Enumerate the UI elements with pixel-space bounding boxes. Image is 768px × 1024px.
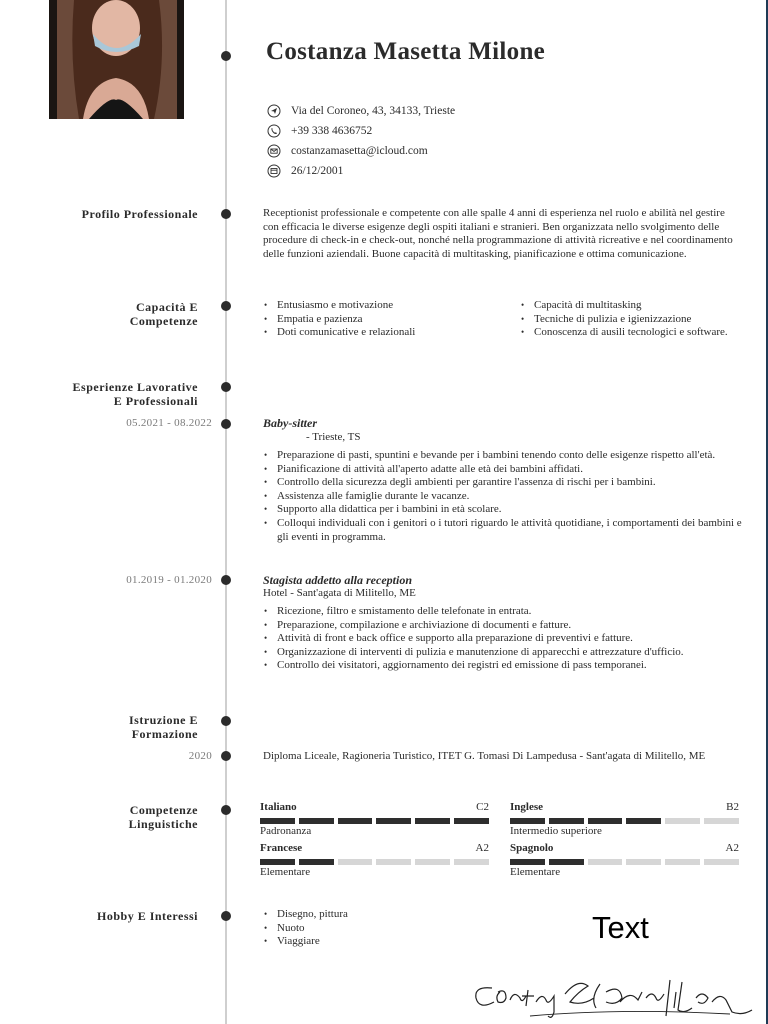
timeline-dot-languages: [221, 805, 231, 815]
language-level-bars: [260, 859, 489, 865]
language-name: Italiano: [260, 801, 297, 813]
level-bar-segment: [299, 859, 334, 865]
level-bar-segment: [510, 859, 545, 865]
list-item: • Nuoto: [263, 922, 463, 936]
list-item: • Viaggiare: [263, 935, 463, 949]
level-bar-segment: [415, 818, 450, 824]
timeline-dot-profile: [221, 209, 231, 219]
level-bar-segment: [510, 818, 545, 824]
list-item: • Colloqui individuali con i genitori o i tutori riguardo le attività quotidiane, i comportamenti dei bambini e gli eventi in programma.: [263, 517, 745, 544]
level-bar-segment: [376, 859, 411, 865]
level-bar-segment: [665, 818, 700, 824]
timeline-line: [225, 0, 227, 1024]
language-code: A2: [475, 842, 489, 854]
level-bar-segment: [626, 859, 661, 865]
profile-text: Receptionist professionale e competente con alle spalle 4 anni di esperienza nel ruolo e abilità nel gestire con efficacia le diverse esigenze degli ospiti italiani e stranieri. Ben organizzata nello svolgimento delle procedure di check-in e check-out, nonché nella programmazione di attività ricreative e nel coordinamento delle funzioni aziendali. Buone capacità di multitasking, pianificazione e ottima comunicazione.: [263, 207, 733, 260]
language-level-bars: [510, 859, 739, 865]
education-text: Diploma Liceale, Ragioneria Turistico, ITET G. Tomasi Di Lampedusa - Sant'agata di Militello, ME: [263, 750, 706, 762]
level-bar-segment: [260, 859, 295, 865]
email-text[interactable]: costanzamasetta@icloud.com: [291, 145, 428, 157]
birthdate-text: 26/12/2001: [291, 165, 344, 177]
list-item: • Doti comunicative e relazionali: [263, 326, 503, 340]
list-item: • Empatia e pazienza: [263, 313, 503, 327]
timeline-dot-job-2: [221, 575, 231, 585]
language-name: Francese: [260, 842, 303, 854]
list-item: • Supporto alla didattica per i bambini in età scolare.: [263, 503, 745, 517]
contact-email: [266, 143, 428, 159]
level-bar-segment: [588, 818, 623, 824]
list-item: • Conoscenza di ausili tecnologici e software.: [520, 326, 742, 340]
language-code: A2: [725, 842, 739, 854]
contact-birthdate: [266, 163, 343, 179]
phone-icon: [266, 123, 282, 139]
contact-phone: [266, 123, 372, 139]
calendar-icon: [266, 163, 282, 179]
level-bar-segment: [338, 859, 373, 865]
location-icon: [266, 103, 282, 119]
section-label-profile: Profilo Professionale: [81, 207, 198, 221]
level-bar-segment: [415, 859, 450, 865]
timeline-dot-job-1: [221, 419, 231, 429]
level-bar-segment: [260, 818, 295, 824]
section-label-skills: Capacità E Competenze: [129, 300, 198, 328]
job-2-tasks: [263, 605, 745, 673]
level-bar-segment: [549, 859, 584, 865]
list-item: • Disegno, pittura: [263, 908, 463, 922]
job-2-title: Stagista addetto alla reception: [263, 573, 412, 587]
address-text: Via del Coroneo, 43, 34133, Trieste: [291, 105, 456, 117]
language-spagnolo: [510, 842, 739, 878]
language-italiano: [260, 801, 489, 837]
language-level: Elementare: [260, 866, 311, 878]
job-1-dates: 05.2021 - 08.2022: [126, 417, 212, 429]
phone-text[interactable]: +39 338 4636752: [291, 125, 373, 137]
level-bar-segment: [704, 818, 739, 824]
language-level-bars: [260, 818, 489, 824]
language-level-bars: [510, 818, 739, 824]
level-bar-segment: [704, 859, 739, 865]
list-item: • Preparazione, compilazione e archiviazione di documenti e fatture.: [263, 619, 745, 633]
list-item: • Ricezione, filtro e smistamento delle telefonate in entrata.: [263, 605, 745, 619]
language-level: Elementare: [510, 866, 561, 878]
section-label-education: Istruzione E Formazione: [129, 713, 198, 741]
text-placeholder[interactable]: Text: [592, 910, 649, 945]
level-bar-segment: [665, 859, 700, 865]
section-label-hobbies: Hobby E Interessi: [97, 909, 198, 923]
list-item: • Assistenza alle famiglie durante le vacanze.: [263, 490, 745, 504]
job-2-dates: 01.2019 - 01.2020: [126, 574, 212, 586]
list-item: • Controllo dei visitatori, aggiornamento dei registri ed emissione di pass temporanei.: [263, 659, 745, 673]
language-level: Intermedio superiore: [510, 825, 602, 837]
list-item: • Organizzazione di interventi di pulizia e manutenzione di apparecchi e attrezzature d'ufficio.: [263, 646, 745, 660]
list-item: • Tecniche di pulizia e igienizzazione: [520, 313, 742, 327]
job-1-tasks: [263, 449, 745, 544]
level-bar-segment: [549, 818, 584, 824]
level-bar-segment: [338, 818, 373, 824]
timeline-dot-skills: [221, 301, 231, 311]
level-bar-segment: [299, 818, 334, 824]
skills-list-left: [263, 299, 503, 340]
level-bar-segment: [588, 859, 623, 865]
level-bar-segment: [626, 818, 661, 824]
education-year: 2020: [188, 750, 212, 762]
list-item: • Controllo della sicurezza degli ambienti per garantire l'assenza di rischi per i bambini.: [263, 476, 745, 490]
list-item: • Attività di front e back office e supporto alla preparazione di preventivi e fatture.: [263, 632, 745, 646]
language-name: Spagnolo: [510, 842, 554, 854]
language-code: C2: [476, 801, 489, 813]
level-bar-segment: [376, 818, 411, 824]
candidate-name: Costanza Masetta Milone: [266, 38, 546, 65]
timeline-dot-experience: [221, 382, 231, 392]
timeline-dot-hobbies: [221, 911, 231, 921]
section-label-experience: Esperienze Lavorative E Professionali: [72, 380, 198, 408]
job-1-title: Baby-sitter: [263, 416, 317, 430]
timeline-dot-education: [221, 716, 231, 726]
language-inglese: [510, 801, 739, 837]
profile-photo: [49, 0, 184, 119]
job-2-place: Hotel - Sant'agata di Militello, ME: [263, 587, 416, 599]
hobbies-list: [263, 908, 463, 949]
skills-list-right: [520, 299, 742, 340]
contact-address: [266, 103, 455, 119]
section-label-languages: Competenze Linguistiche: [128, 803, 198, 831]
language-level: Padronanza: [260, 825, 312, 837]
level-bar-segment: [454, 859, 489, 865]
timeline-dot-header: [221, 51, 231, 61]
language-name: Inglese: [510, 801, 543, 813]
handwritten-signature: [470, 972, 760, 1024]
language-code: B2: [726, 801, 739, 813]
job-1-place: - Trieste, TS: [306, 431, 361, 443]
list-item: • Preparazione di pasti, spuntini e bevande per i bambini tenendo conto delle esigenze rispetto all'età.: [263, 449, 745, 463]
level-bar-segment: [454, 818, 489, 824]
list-item: • Pianificazione di attività all'aperto adatte alle età dei bambini affidati.: [263, 463, 745, 477]
timeline-dot-education-year: [221, 751, 231, 761]
list-item: • Entusiasmo e motivazione: [263, 299, 503, 313]
email-icon: [266, 143, 282, 159]
language-francese: [260, 842, 489, 878]
list-item: • Capacità di multitasking: [520, 299, 742, 313]
